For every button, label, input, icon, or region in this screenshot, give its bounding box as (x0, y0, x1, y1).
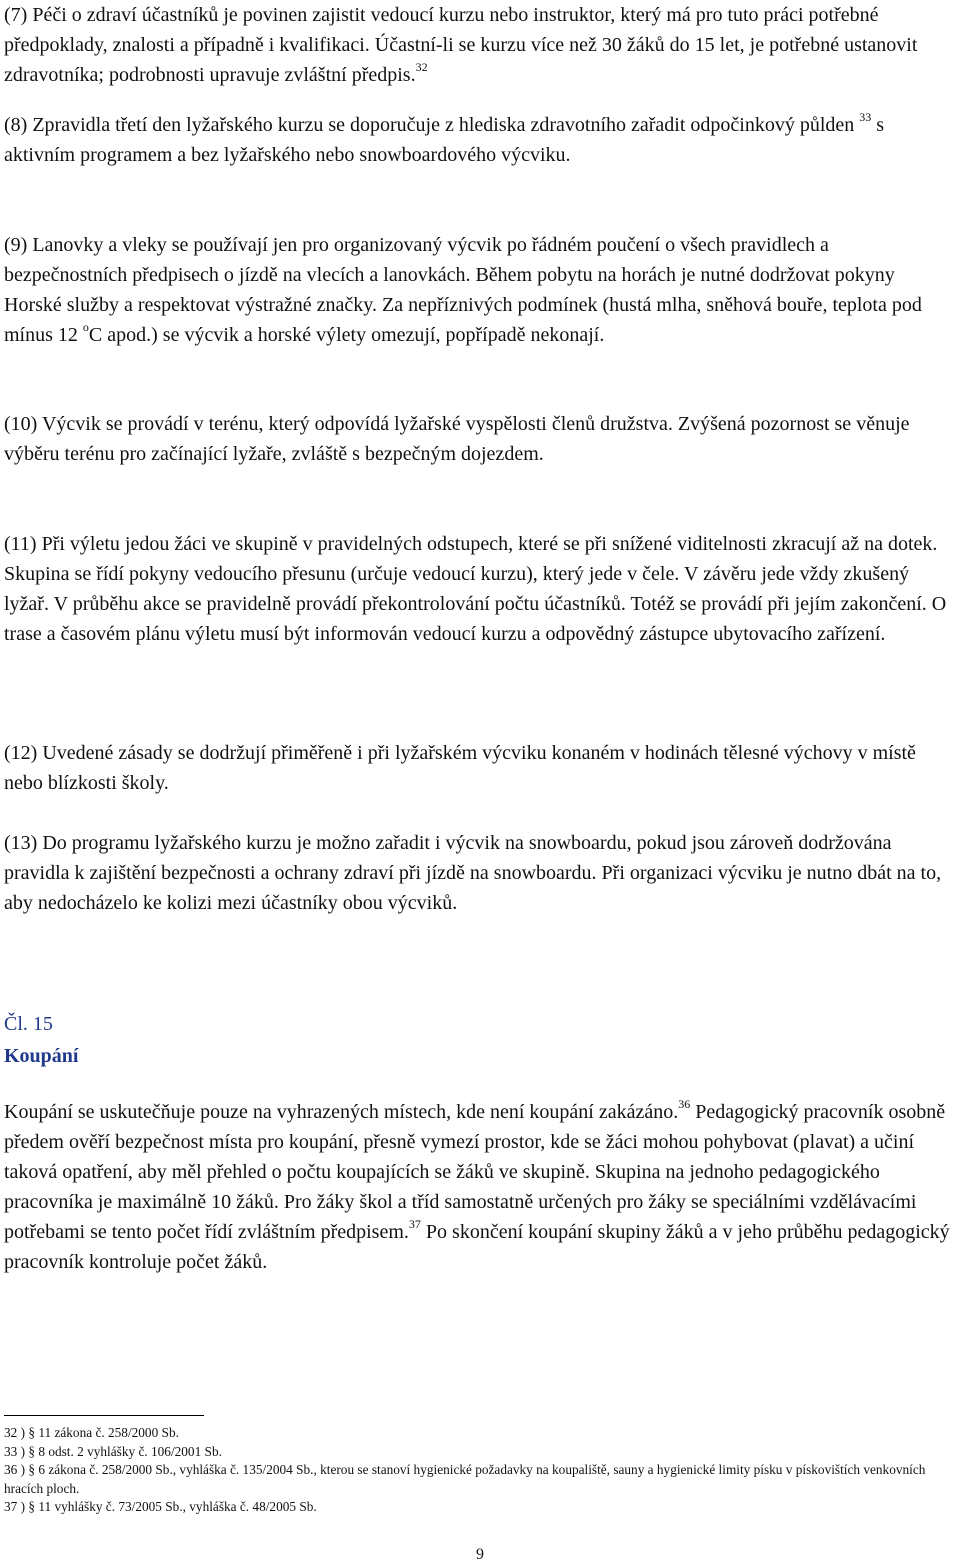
footnote-ref-33[interactable]: 33 (859, 110, 872, 125)
article-title: Koupání (4, 1045, 79, 1067)
article-body-text-c: Po skončení koupání skupiny žáků a v jeho průběhu pedagogický pracovník kontroluje počet žáků. (4, 1221, 950, 1273)
paragraph-8-text-a: (8) Zpravidla třetí den lyžařského kurzu se doporučuje z hlediska zdravotního zařadit odpočinkový půlden (4, 114, 855, 136)
footnote-37: 37 ) § 11 vyhlášky č. 73/2005 Sb., vyhláška č. 48/2005 Sb. (4, 1499, 317, 1514)
paragraph-11: (11) Při výletu jedou žáci ve skupině v pravidelných odstupech, které se při snížené viditelnosti zkracují až na dotek. Skupina se řídí pokyny vedoucího přesunu (určuje vedoucí kurzu), který jede v čele. V závěru jede vždy zkušený lyžař. V průběhu akce se pravidelně provádí překontrolování počtu účastníků. Totéž se provádí při jejím zakončení. O trase a časovém plánu výletu musí být informován vedoucí kurzu a odpovědný zástupce ubytovacího zařízení. (4, 533, 947, 645)
degree-sign: o (82, 320, 89, 335)
paragraph-8-text-b: s aktivním programem a bez lyžařského nebo snowboardového výcviku. (4, 114, 885, 166)
paragraph-13: (13) Do programu lyžařského kurzu je možno zařadit i výcvik na snowboardu, pokud jsou zároveň dodržována pravidla k zajištění bezpečnosti a ochrany zdraví při jízdě na snowboardu. Při organizaci výcviku je nutno dbát na to, aby nedocházelo ke kolizi mezi účastníky obou výcviků. (4, 832, 942, 914)
footnote-32: 32 ) § 11 zákona č. 258/2000 Sb. (4, 1425, 179, 1440)
paragraph-9-text-b: C apod.) se výcvik a horské výlety omezují, popřípadě nekonají. (88, 324, 605, 346)
paragraph-9-text-a: (9) Lanovky a vleky se používají jen pro organizovaný výcvik po řádném poučení o všech pravidlech a bezpečnostních předpisech o jízdě na vlecích a lanovkách. Během pobytu na horách je nutné dodržovat pokyny Horské služby a respektovat výstražné značky. Za nepříznivých podmínek (hustá mlha, sněhová bouře, teplota pod mínus 12 (4, 234, 922, 346)
paragraph-7-text: (7) Péči o zdraví účastníků je povinen zajistit vedoucí kurzu nebo instruktor, který má pro tuto práci potřebné předpoklady, znalosti a případně i kvalifikaci. Účastní-li se kurzu více než 30 žáků do 15 let, je potřebné ustanovit zdravotníka; podrobnosti upravuje zvláštní předpis. (4, 4, 918, 86)
paragraph-12: (12) Uvedené zásady se dodržují přiměřeně i při lyžařském výcviku konaném v hodinách tělesné výchovy v místě nebo blízkosti školy. (4, 742, 916, 794)
paragraph-8 (4, 110, 956, 170)
article-body (4, 1097, 956, 1277)
article-body-text-b: Pedagogický pracovník osobně předem ověří bezpečnost místa pro koupání, přesně vymezí prostor, kde se žáci mohou pohybovat (plavat) a učiní taková opatření, aby měl přehled o počtu koupajících se žáků ve skupině. Skupina na jednoho pedagogického pracovníka je maximálně 10 žáků. Pro žáky škol a tříd samostatně určených pro žáky se speciálními vzdělávacími potřebami se tento počet řídí zvláštním předpisem. (4, 1101, 946, 1243)
footnote-36: 36 ) § 6 zákona č. 258/2000 Sb., vyhláška č. 135/2004 Sb., kterou se stanoví hygienické požadavky na koupaliště, sauny a hygienické limity písku v pískovištích venkovních hracích ploch. (4, 1462, 926, 1496)
article-number: Čl. 15 (4, 1013, 53, 1035)
paragraph-10: (10) Výcvik se provádí v terénu, který odpovídá lyžařské vyspělosti členů družstva. Zvýšená pozornost se věnuje výběru terénu pro začínající lyžaře, zvláště s bezpečným dojezdem. (4, 413, 910, 465)
paragraph-7 (4, 0, 956, 90)
article-body-text-a: Koupání se uskutečňuje pouze na vyhrazených místech, kde není koupání zakázáno. (4, 1101, 679, 1123)
footnote-33: 33 ) § 8 odst. 2 vyhlášky č. 106/2001 Sb. (4, 1443, 222, 1459)
footnote-ref-37[interactable]: 37 (408, 1217, 421, 1232)
footnote-ref-32[interactable]: 32 (415, 60, 428, 75)
footnote-ref-36[interactable]: 36 (678, 1097, 691, 1112)
page-number: 9 (476, 1546, 484, 1563)
footnotes (4, 1424, 960, 1517)
footnote-divider (4, 1415, 204, 1416)
paragraph-9 (4, 230, 956, 350)
